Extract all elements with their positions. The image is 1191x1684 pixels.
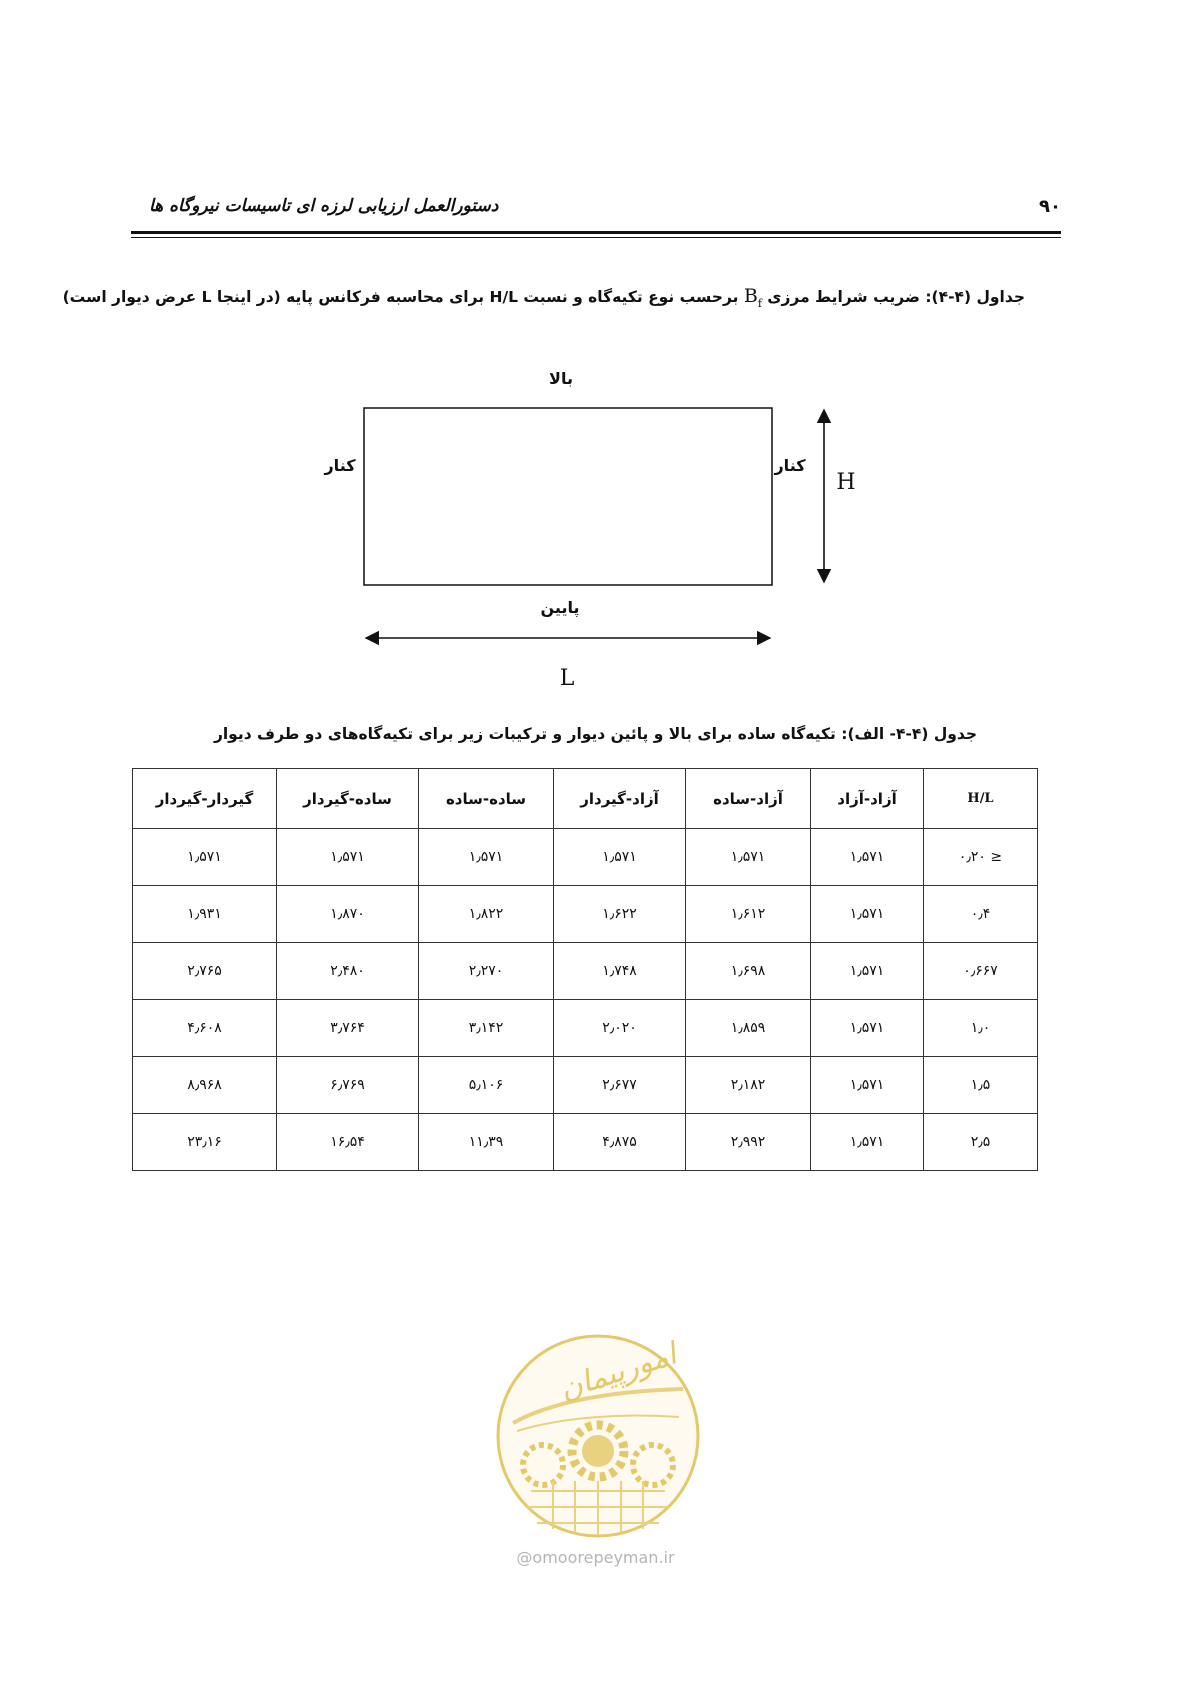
table-row: [133, 1114, 1038, 1171]
table-cell: ۱٫۷۴۸: [554, 943, 686, 1000]
table-cell: ۱٫۸۵۹: [686, 1000, 811, 1057]
table-cell: ۱٫۸۲۲: [419, 886, 554, 943]
table-row: [133, 829, 1038, 886]
table-cell: ۱٫۵۷۱: [277, 829, 419, 886]
table-cell: ۲٫۰۲۰: [554, 1000, 686, 1057]
table-cell: ۱٫۵۷۱: [811, 1057, 924, 1114]
table-cell: ۲٫۱۸۲: [686, 1057, 811, 1114]
boundary-coefficient-table: [132, 768, 1038, 1171]
table-row: [133, 1057, 1038, 1114]
header-simple-fixed: ساده-گیردار: [277, 769, 419, 829]
table-cell: ۴٫۸۷۵: [554, 1114, 686, 1171]
table-cell: ۱٫۸۷۰: [277, 886, 419, 943]
table-cell: ۲٫۹۹۲: [686, 1114, 811, 1171]
label-side-right: کنار: [774, 456, 806, 475]
table-cell: ۱٫۹۳۱: [133, 886, 277, 943]
table-cell: ۳٫۷۶۴: [277, 1000, 419, 1057]
header-free-fixed: آزاد-گیردار: [554, 769, 686, 829]
table-cell: ۱٫۵۷۱: [811, 943, 924, 1000]
table-cell: ۲٫۵: [924, 1114, 1038, 1171]
table-cell: ۱٫۰: [924, 1000, 1038, 1057]
length-symbol: L: [559, 666, 575, 691]
wall-rectangle: [364, 408, 772, 585]
table-cell: ۱٫۵۷۱: [419, 829, 554, 886]
table-cell: ۲۳٫۱۶: [133, 1114, 277, 1171]
table-cell: ۱٫۶۹۸: [686, 943, 811, 1000]
running-title: دستورالعمل ارزیابی لرزه ای تاسیسات نیروگاه ها: [149, 196, 499, 216]
table-caption: جدول (۴-۴- الف): تکیه‌گاه ساده برای بالا و پائین دیوار و ترکیبات زیر برای تکیه‌گاه‌های دو طرف دیوار: [213, 725, 978, 743]
caption-text-before: جداول (۴-۴): ضریب شرایط مرزی: [767, 288, 1025, 306]
table-cell: ۲٫۷۶۵: [133, 943, 277, 1000]
table-header-row: [133, 769, 1038, 829]
table-cell: ۸٫۹۶۸: [133, 1057, 277, 1114]
table-cell: ۴٫۶۰۸: [133, 1000, 277, 1057]
table-cell: ۵٫۱۰۶: [419, 1057, 554, 1114]
table-cell: ۲٫۲۷۰: [419, 943, 554, 1000]
table-cell: ۱٫۵: [924, 1057, 1038, 1114]
table-cell: ۱٫۵۷۱: [554, 829, 686, 886]
table-cell: ۰٫۶۶۷: [924, 943, 1038, 1000]
table-row: [133, 886, 1038, 943]
table-cell: ۱٫۵۷۱: [811, 1000, 924, 1057]
table-cell: ۱٫۵۷۱: [686, 829, 811, 886]
table-cell: ۱٫۶۲۲: [554, 886, 686, 943]
label-bottom: پایین: [540, 598, 580, 617]
table-cell: ۱٫۵۷۱: [811, 1114, 924, 1171]
table-cell: ۱٫۶۱۲: [686, 886, 811, 943]
label-side-left: کنار: [324, 456, 356, 475]
caption-text-after: برحسب نوع تکیه‌گاه و نسبت H/L برای محاسبه فرکانس پایه (در اینجا L عرض دیوار است): [62, 288, 739, 306]
wall-diagram: [0, 0, 1191, 700]
at-icon: @: [516, 1548, 533, 1567]
table-cell: ۶٫۷۶۹: [277, 1057, 419, 1114]
table-cell: ۱٫۵۷۱: [811, 886, 924, 943]
label-top: بالا: [549, 369, 573, 388]
bf-symbol: $B_f$: [743, 285, 762, 310]
table-cell: ۱۱٫۳۹: [419, 1114, 554, 1171]
header-simple-simple: ساده-ساده: [419, 769, 554, 829]
table-cell: ۳٫۱۴۲: [419, 1000, 554, 1057]
header-free-simple: آزاد-ساده: [686, 769, 811, 829]
header-free-free: آزاد-آزاد: [811, 769, 924, 829]
table-cell: ۱٫۵۷۱: [811, 829, 924, 886]
page-number: ۹۰: [1039, 196, 1061, 217]
table-cell: ۰٫۴: [924, 886, 1038, 943]
watermark-logo-text: امورپیمان: [555, 1336, 681, 1408]
table-row: [133, 1000, 1038, 1057]
watermark-logo: [493, 1331, 703, 1551]
header-fixed-fixed: گیردار-گیردار: [133, 769, 277, 829]
table-cell: ۲٫۴۸۰: [277, 943, 419, 1000]
header-hl: H/L: [924, 769, 1038, 829]
table-cell: ۲٫۶۷۷: [554, 1057, 686, 1114]
table-cell: ≤ ۰٫۲۰: [924, 829, 1038, 886]
watermark-url: @omoorepeyman.ir: [516, 1548, 675, 1567]
table-cell: ۱٫۵۷۱: [133, 829, 277, 886]
height-symbol: H: [836, 470, 856, 495]
table-cell: ۱۶٫۵۴: [277, 1114, 419, 1171]
table-row: [133, 943, 1038, 1000]
